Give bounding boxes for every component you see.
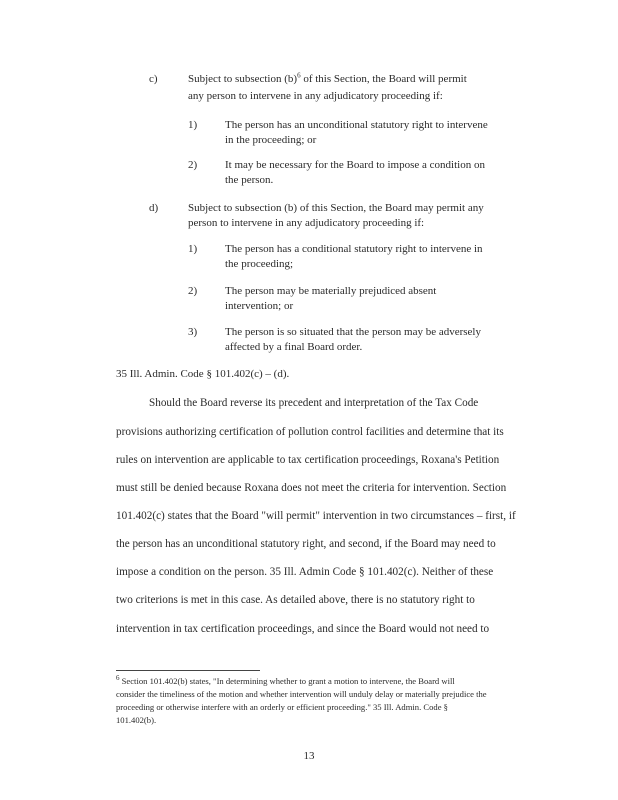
footnote-line-1 xyxy=(116,676,455,687)
section-c-line-2: any person to intervene in any adjudicatory proceeding if: xyxy=(188,90,443,102)
section-d-item-1-marker: 1) xyxy=(188,243,198,255)
footnote-line: consider the timeliness of the motion and whether intervention will unduly delay or materially prejudice the xyxy=(116,689,487,699)
body-line: must still be denied because Roxana does not meet the criteria for intervention. Section xyxy=(116,482,507,494)
body-line: 101.402(c) states that the Board "will permit" intervention in two circumstances – first, if xyxy=(116,510,516,522)
section-d-marker: d) xyxy=(149,202,159,214)
section-d-item-3-line-1: The person is so situated that the person may be adversely xyxy=(225,326,481,338)
citation: 35 Ill. Admin. Code § 101.402(c) – (d). xyxy=(116,368,290,380)
section-d-item-3-marker: 3) xyxy=(188,326,198,338)
section-c-item-1-line-1: The person has an unconditional statutory right to intervene xyxy=(225,119,488,131)
footnote-reference: 6 xyxy=(297,71,301,80)
body-line: two criterions is met in this case. As detailed above, there is no statutory right to xyxy=(116,594,475,606)
body-line: impose a condition on the person. 35 Ill. Admin Code § 101.402(c). Neither of these xyxy=(116,566,494,578)
section-d-item-1-line-2: the proceeding; xyxy=(225,258,294,270)
section-c-item-1-marker: 1) xyxy=(188,119,198,131)
footnote-text: Section 101.402(b) states, "In determining whether to grant a motion to intervene, the Board will xyxy=(119,676,455,686)
footnote-divider xyxy=(116,670,260,671)
footnote-line: proceeding or otherwise interfere with an orderly or efficient proceeding." 35 Ill. Admin. Code § xyxy=(116,702,448,712)
body-line: Should the Board reverse its precedent and interpretation of the Tax Code xyxy=(149,397,479,409)
section-c-item-2-line-1: It may be necessary for the Board to impose a condition on xyxy=(225,159,485,171)
section-c-line-1 xyxy=(188,72,467,86)
body-line: intervention in tax certification proceedings, and since the Board would not need to xyxy=(116,623,490,635)
body-line: the person has an unconditional statutory right, and second, if the Board may need to xyxy=(116,538,496,550)
section-c-item-1-line-2: in the proceeding; or xyxy=(225,134,317,146)
section-d-item-3-line-2: affected by a final Board order. xyxy=(225,341,363,353)
section-c-line-1-text: Subject to subsection (b) xyxy=(188,73,298,85)
section-d-item-2-line-1: The person may be materially prejudiced absent xyxy=(225,285,437,297)
page-number: 13 xyxy=(303,750,315,762)
section-d-item-2-line-2: intervention; or xyxy=(225,300,294,312)
footnote-line: 101.402(b). xyxy=(116,715,157,725)
section-d-item-1-line-1: The person has a conditional statutory right to intervene in xyxy=(225,243,483,255)
body-line: rules on intervention are applicable to tax certification proceedings, Roxana's Petition xyxy=(116,454,500,466)
section-c-item-2-marker: 2) xyxy=(188,159,198,171)
section-d-line-2: person to intervene in any adjudicatory proceeding if: xyxy=(188,217,425,229)
section-c-marker: c) xyxy=(149,73,158,85)
section-d-line-1: Subject to subsection (b) of this Section, the Board may permit any xyxy=(188,202,484,214)
section-c-line-1-tail: of this Section, the Board will permit xyxy=(300,73,467,85)
footnote-number: 6 xyxy=(116,674,120,683)
section-c-item-2-line-2: the person. xyxy=(225,174,274,186)
body-line: provisions authorizing certification of pollution control facilities and determine that its xyxy=(116,426,504,438)
section-d-item-2-marker: 2) xyxy=(188,285,198,297)
